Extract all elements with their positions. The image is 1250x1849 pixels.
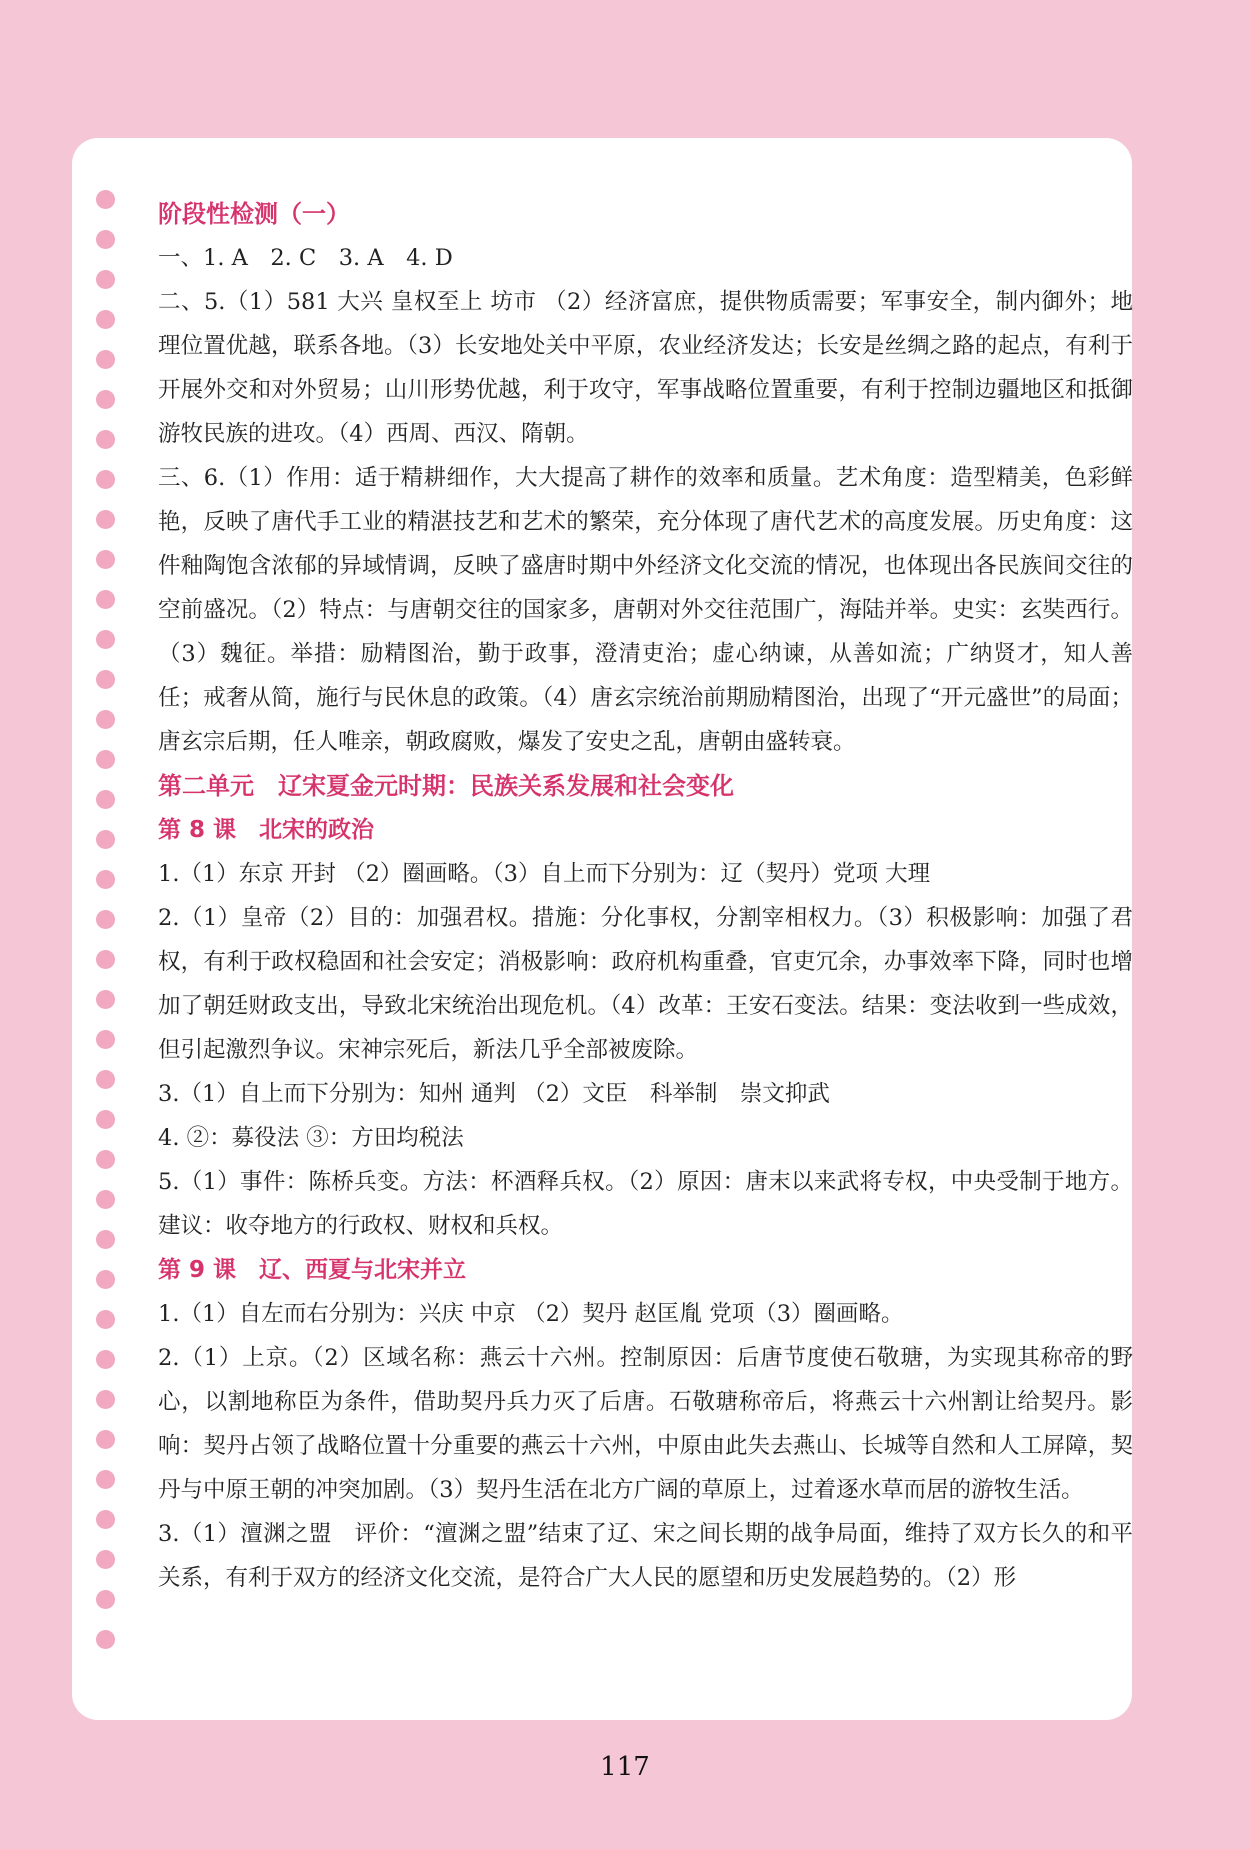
binding-hole: [96, 1630, 115, 1649]
binding-hole: [96, 1390, 115, 1409]
answer-paragraph: 一、1. A 2. C 3. A 4. D: [158, 245, 453, 271]
binding-hole: [96, 1550, 115, 1569]
binding-hole: [96, 1310, 115, 1329]
binding-hole: [96, 1150, 115, 1169]
binding-hole: [96, 1350, 115, 1369]
binding-hole: [96, 1430, 115, 1449]
binding-hole: [96, 630, 115, 649]
binding-hole: [96, 1070, 115, 1089]
binding-hole: [96, 870, 115, 889]
binding-hole: [96, 1590, 115, 1609]
answer-paragraph: 3.（1）自上而下分别为：知州 通判 （2）文臣 科举制 崇文抑武: [158, 1081, 830, 1107]
binding-hole: [96, 190, 115, 209]
binding-hole: [96, 750, 115, 769]
binding-hole: [96, 470, 115, 489]
binding-hole: [96, 590, 115, 609]
binding-hole: [96, 230, 115, 249]
binding-hole: [96, 550, 115, 569]
answer-paragraph: 1.（1）东京 开封 （2）圈画略。（3）自上而下分别为：辽（契丹）党项 大理: [158, 861, 931, 887]
binding-hole: [96, 390, 115, 409]
answer-paragraph: 三、6.（1）作用：适于精耕细作，大大提高了耕作的效率和质量。艺术角度：造型精美，色彩鲜艳，反映了唐代手工业的精湛技艺和艺术的繁荣，充分体现了唐代艺术的高度发展。历史角度：这件釉陶饱含浓郁的异域情调，反映了盛唐时期中外经济文化交流的情况，也体现出各民族间交往的空前盛况。（2）特点：与唐朝交往的国家多，唐朝对外交往范围广，海陆并举。史实：玄奘西行。（3）魏征。举措：励精图治，勤于政事，澄清吏治；虚心纳谏，从善如流；广纳贤才，知人善任；戒奢从简，施行与民休息的政策。（4）唐玄宗统治前期励精图治，出现了“开元盛世”的局面；唐玄宗后期，任人唯亲，朝政腐败，爆发了安史之乱，唐朝由盛转衰。: [158, 465, 1133, 755]
notebook-binding: [96, 190, 120, 1649]
binding-hole: [96, 510, 115, 529]
binding-hole: [96, 1190, 115, 1209]
binding-hole: [96, 830, 115, 849]
binding-hole: [96, 910, 115, 929]
answer-text: [158, 192, 1133, 1600]
unit-heading: 第二单元 辽宋夏金元时期：民族关系发展和社会变化: [158, 772, 734, 800]
answer-paragraph: 二、5.（1）581 大兴 皇权至上 坊市 （2）经济富庶，提供物质需要；军事安全，制内御外；地理位置优越，联系各地。（3）长安地处关中平原，农业经济发达；长安是丝绸之路的起点，有利于开展外交和对外贸易；山川形势优越，利于攻守，军事战略位置重要，有利于控制边疆地区和抵御游牧民族的进攻。（4）西周、西汉、隋朝。: [158, 289, 1133, 447]
answer-paragraph: 3.（1）澶渊之盟 评价：“澶渊之盟”结束了辽、宋之间长期的战争局面，维持了双方长久的和平关系，有利于双方的经济文化交流，是符合广大人民的愿望和历史发展趋势的。（2）形: [158, 1521, 1133, 1591]
binding-hole: [96, 1110, 115, 1129]
binding-hole: [96, 310, 115, 329]
answer-paragraph: 2.（1）上京。（2）区域名称：燕云十六州。控制原因：后唐节度使石敬瑭，为实现其称帝的野心，以割地称臣为条件，借助契丹兵力灭了后唐。石敬瑭称帝后，将燕云十六州割让给契丹。影响：契丹占领了战略位置十分重要的燕云十六州，中原由此失去燕山、长城等自然和人工屏障，契丹与中原王朝的冲突加剧。（3）契丹生活在北方广阔的草原上，过着逐水草而居的游牧生活。: [158, 1345, 1133, 1503]
answer-paragraph: 4. ②：募役法 ③：方田均税法: [158, 1125, 464, 1151]
binding-hole: [96, 1030, 115, 1049]
binding-hole: [96, 950, 115, 969]
answer-paragraph: 5.（1）事件：陈桥兵变。方法：杯酒释兵权。（2）原因：唐末以来武将专权，中央受制于地方。建议：收夺地方的行政权、财权和兵权。: [158, 1169, 1133, 1239]
binding-hole: [96, 270, 115, 289]
binding-hole: [96, 1230, 115, 1249]
binding-hole: [96, 430, 115, 449]
binding-hole: [96, 710, 115, 729]
answer-paragraph: 2.（1）皇帝（2）目的：加强君权。措施：分化事权，分割宰相权力。（3）积极影响：加强了君权，有利于政权稳固和社会安定；消极影响：政府机构重叠，官吏冗余，办事效率下降，同时也增加了朝廷财政支出，导致北宋统治出现危机。（4）改革：王安石变法。结果：变法收到一些成效，但引起激烈争议。宋神宗死后，新法几乎全部被废除。: [158, 905, 1133, 1063]
answer-paragraph: 1.（1）自左而右分别为：兴庆 中京 （2）契丹 赵匡胤 党项（3）圈画略。: [158, 1301, 904, 1327]
section-heading: 阶段性检测（一）: [158, 200, 350, 228]
lesson-heading: 第 8 课 北宋的政治: [158, 817, 375, 843]
binding-hole: [96, 1510, 115, 1529]
binding-hole: [96, 670, 115, 689]
binding-hole: [96, 1470, 115, 1489]
binding-hole: [96, 990, 115, 1009]
lesson-heading: 第 9 课 辽、西夏与北宋并立: [158, 1257, 467, 1283]
binding-hole: [96, 790, 115, 809]
binding-hole: [96, 1270, 115, 1289]
binding-hole: [96, 350, 115, 369]
page-number: 117: [600, 1752, 650, 1782]
